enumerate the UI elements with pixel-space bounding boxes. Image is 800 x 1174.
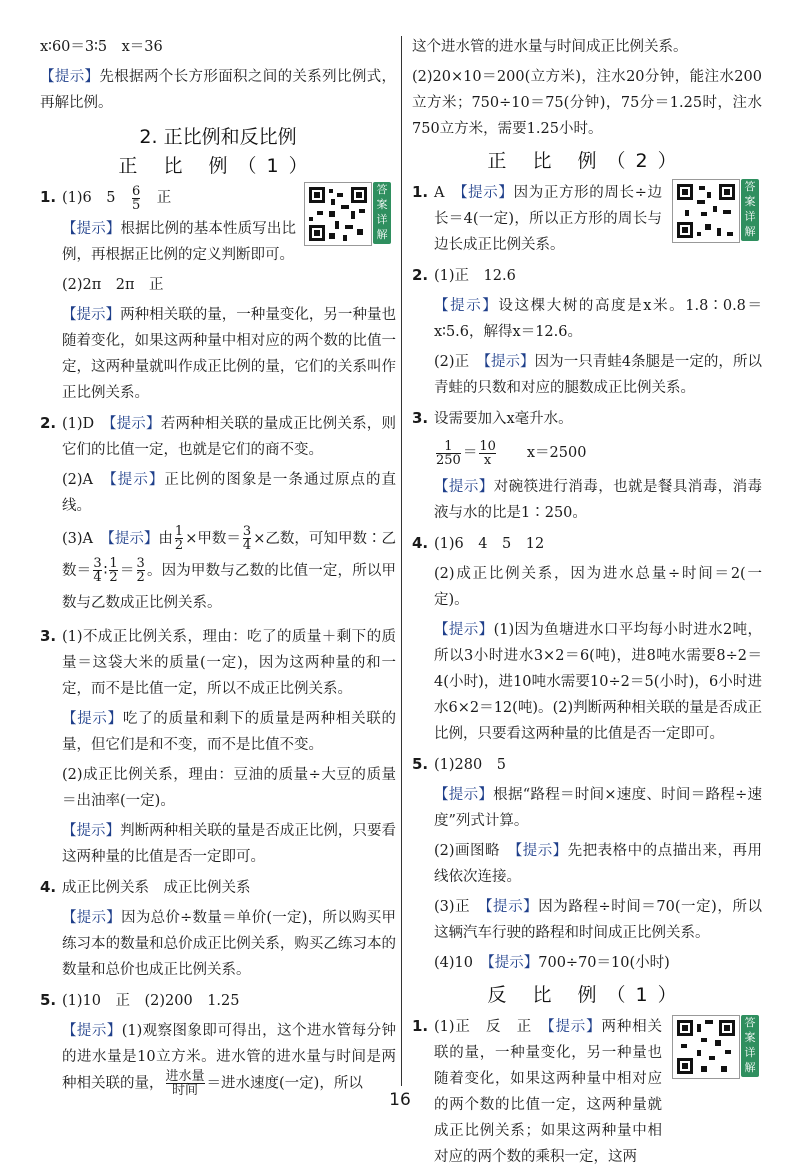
question-number: 1. bbox=[412, 1017, 429, 1035]
fraction bbox=[137, 557, 145, 584]
equation-line bbox=[412, 436, 762, 470]
answer-text: (2)正 bbox=[434, 354, 484, 370]
answer-text: x∶60＝3∶5 x＝36 bbox=[40, 39, 163, 55]
hint-label: 【提示】 bbox=[514, 843, 568, 859]
hint-text: 因为一只青蛙4条腿是一定的，所以青蛙的只数和对应的腿数成正比例关系。 bbox=[434, 354, 762, 396]
fraction-numerator: 3 bbox=[242, 524, 252, 539]
fraction bbox=[243, 525, 251, 552]
hint-line bbox=[40, 905, 396, 983]
answer-text: (1)10 正 (2)200 1.25 bbox=[62, 992, 240, 1009]
answer-line bbox=[40, 762, 396, 814]
hint-text: 根据比例的基本性质写出比例，再根据正比例的定义判断即可。 bbox=[62, 220, 297, 263]
fraction bbox=[436, 440, 461, 467]
answer-text: (1)正 反 正 bbox=[434, 1019, 548, 1035]
hint-text: ＝进水速度(一定)，所以 bbox=[206, 1075, 363, 1091]
hint-text: 700÷70＝10(小时) bbox=[538, 955, 670, 971]
hint-text: ∶ bbox=[103, 562, 108, 579]
hint-label: 【提示】 bbox=[40, 69, 100, 85]
hint-line bbox=[412, 782, 762, 834]
hint-label: 【提示】 bbox=[62, 822, 121, 839]
answer-text: (1)正 12.6 bbox=[434, 268, 516, 284]
hint-text: 对碗筷进行消毒，也就是餐具消毒，消毒液与水的比是1∶250。 bbox=[434, 479, 763, 521]
hint-label: 【提示】 bbox=[434, 622, 494, 638]
question-number: 3. bbox=[412, 409, 429, 427]
question-number: 4. bbox=[40, 877, 57, 896]
hint-line bbox=[412, 474, 762, 526]
hint-label: 【提示】 bbox=[62, 909, 122, 926]
hint-label: 【提示】 bbox=[62, 306, 121, 323]
qr-code[interactable] bbox=[304, 182, 388, 246]
answer-text: (3)A bbox=[62, 530, 108, 547]
section-title: 2. 正比例和反比例 bbox=[139, 126, 297, 148]
hint-line bbox=[412, 293, 762, 345]
hint-label: 【提示】 bbox=[62, 710, 123, 727]
fraction-denominator: 2 bbox=[174, 538, 184, 553]
fraction-numerator: 进水量 bbox=[165, 1068, 205, 1084]
fraction bbox=[109, 557, 117, 584]
hint-text: (1)因为鱼塘进水口平均每小时进水2吨，所以3小时进水3×2＝6(吨)，进8吨水需要8÷2＝4(小时)，进10吨水需要10÷2＝5(小时)，6小时进水6×2＝12(吨)。(2)判断两种相关联的量是否成正比例，只要看这两种量的比值是否一定即可。 bbox=[434, 622, 763, 742]
answer-line bbox=[40, 523, 396, 619]
question-number: 2. bbox=[412, 266, 429, 284]
answer-line bbox=[412, 838, 762, 890]
qr-code[interactable] bbox=[672, 179, 756, 243]
fraction bbox=[175, 525, 183, 552]
page-number: 16 bbox=[389, 1090, 411, 1110]
q5-answer bbox=[40, 987, 396, 1014]
question-number: 1. bbox=[412, 183, 429, 201]
hint-label: 【提示】 bbox=[434, 298, 499, 314]
hint-label: 【提示】 bbox=[62, 1022, 122, 1039]
qr-code-icon bbox=[673, 1016, 739, 1078]
hint-line bbox=[40, 706, 396, 758]
column-divider bbox=[401, 36, 402, 1086]
fraction-numerator: 6 bbox=[132, 183, 141, 199]
hint-text: 若两种相关联的量成正比例关系，则它们的比值一定，也就是它们的商不变。 bbox=[62, 415, 397, 458]
subsection-title: 反 比 例（1） bbox=[487, 984, 687, 1006]
fraction-numerator: 1 bbox=[436, 440, 461, 454]
fraction bbox=[132, 185, 140, 212]
question-number: 3. bbox=[40, 626, 57, 645]
answer-line bbox=[412, 64, 762, 142]
question-number: 5. bbox=[40, 990, 57, 1009]
fraction-numerator: 10 bbox=[479, 438, 496, 454]
hint-text: ×甲数＝ bbox=[185, 530, 241, 547]
hint-text: 根据“路程＝时间×速度、时间＝路程÷速度”列式计算。 bbox=[434, 787, 763, 829]
right-column bbox=[412, 34, 762, 1174]
fraction-denominator: x bbox=[483, 452, 492, 468]
hint-label: 【提示】 bbox=[487, 955, 539, 971]
answer-text: (1)280 5 bbox=[434, 757, 506, 773]
answer-text: A bbox=[434, 185, 461, 201]
answer-text: (3)正 bbox=[434, 899, 486, 915]
fraction-numerator: 1 bbox=[174, 524, 184, 539]
answer-line bbox=[412, 950, 762, 976]
fraction-denominator: 时间 bbox=[172, 1082, 199, 1098]
hint-text: 正比例的图象是一条通过原点的直线。 bbox=[62, 471, 397, 514]
fraction bbox=[93, 557, 101, 584]
answer-text: 成正比例关系 成正比例关系 bbox=[62, 879, 251, 896]
fraction-denominator: 2 bbox=[136, 570, 145, 585]
hint-label: 【提示】 bbox=[483, 354, 535, 370]
qr-code-icon bbox=[673, 180, 739, 242]
qr-code[interactable] bbox=[672, 1015, 756, 1079]
q5-answer bbox=[412, 751, 762, 778]
answer-line bbox=[40, 34, 396, 60]
fraction-numerator: 3 bbox=[136, 556, 145, 571]
answer-text: (1)不成正比例关系，理由：吃了的质量＋剩下的质量＝这袋大米的质量(一定)，因为这两种量的和一定，而不是比值一定，所以不成正比例关系。 bbox=[62, 628, 396, 697]
hint-text: 因为路程÷时间＝70(一定)，所以这辆汽车行驶的路程和时间成正比例关系。 bbox=[434, 899, 763, 941]
qr-code-icon bbox=[305, 183, 371, 245]
answer-text: (2)A bbox=[62, 471, 110, 488]
q2-answer bbox=[412, 262, 762, 289]
hint-text: 两种相关联的量，一种量变化，另一种量也随着变化，如果这两种量中相对应的两个数的比值一定，这两种量就叫作成正比例的量，它们的关系叫作正比例关系。 bbox=[62, 306, 397, 401]
answer-text: (2)画图略 bbox=[434, 843, 515, 859]
hint-line bbox=[412, 617, 762, 747]
q3-answer bbox=[412, 405, 762, 432]
hint-text: ＝ bbox=[119, 562, 135, 579]
hint-label: 【提示】 bbox=[109, 471, 165, 488]
hint-label: 【提示】 bbox=[485, 899, 539, 915]
answer-text: (2)成正比例关系，因为进水总量÷时间＝2(一定)。 bbox=[434, 566, 762, 608]
fraction-denominator: 2 bbox=[109, 570, 118, 585]
hint-label: 【提示】 bbox=[460, 185, 514, 201]
qr-tag: 答案详解 bbox=[373, 182, 391, 244]
left-column bbox=[40, 34, 396, 1101]
fraction bbox=[479, 440, 496, 467]
subsection-title: 正 比 例（1） bbox=[118, 155, 318, 177]
hint-text: 。因为甲数与乙数的比值一定，所以甲数与乙数成正比例关系。 bbox=[62, 562, 397, 611]
answer-line bbox=[40, 272, 396, 298]
hint-label: 【提示】 bbox=[107, 530, 159, 547]
question-1 bbox=[412, 179, 762, 258]
hint-text: 设这棵大树的高度是x米。1.8∶0.8＝x∶5.6，解得x＝12.6。 bbox=[434, 298, 763, 340]
answer-text: (2)2π 2π 正 bbox=[62, 276, 164, 293]
answer-text: (4)10 bbox=[434, 955, 488, 971]
hint-label: 【提示】 bbox=[434, 787, 494, 803]
question-number: 5. bbox=[412, 755, 429, 773]
fraction-denominator: 4 bbox=[93, 570, 102, 585]
answer-text: (1)6 5 bbox=[62, 190, 116, 206]
hint-text: 先把表格中的点描出来，再用线依次连接。 bbox=[434, 843, 763, 885]
equation-text: ＝ bbox=[462, 445, 478, 461]
answer-text: 这个进水管的进水量与时间成正比例关系。 bbox=[412, 39, 688, 55]
answer-text: (2)20×10＝200(立方米)，注水20分钟，能注水200立方米；750÷10＝75(分钟)，75分＝1.25时，注水750立方米，需要1.25小时。 bbox=[412, 69, 762, 137]
hint-line bbox=[40, 64, 396, 116]
q4-answer bbox=[40, 874, 396, 901]
hint-text: 吃了的质量和剩下的质量是两种相关联的量，但它们是和不变，而不是比值不变。 bbox=[62, 710, 397, 753]
question-number: 1. bbox=[40, 188, 57, 206]
answer-line bbox=[412, 561, 762, 613]
hint-label: 【提示】 bbox=[109, 415, 161, 432]
hint-text: 因为正方形的周长÷边长＝4(一定)，所以正方形的周长与边长成正比例关系。 bbox=[434, 185, 662, 253]
hint-text: 由 bbox=[158, 530, 173, 547]
subsection-title: 正 比 例（2） bbox=[487, 150, 687, 172]
answer-line bbox=[412, 349, 762, 401]
hint-text: ×乙数，可知甲数∶乙数＝ bbox=[62, 530, 397, 579]
answer-text: (1)6 4 5 12 bbox=[434, 536, 545, 552]
hint-line bbox=[40, 818, 396, 870]
answer-text: 设需要加入x毫升水。 bbox=[434, 411, 573, 427]
hint-text: 两种相关联的量，一种量变化，另一种量也随着变化，如果这两种量中相对应的两个数的比值一定，这两种量就成正比例关系；如果这两种量中相对应的两个数的乘积一定，这两 bbox=[434, 1019, 662, 1165]
qr-tag: 答案详解 bbox=[741, 1015, 759, 1077]
hint-label: 【提示】 bbox=[547, 1019, 602, 1035]
hint-label: 【提示】 bbox=[434, 479, 494, 495]
hint-line bbox=[40, 302, 396, 406]
answer-line bbox=[40, 467, 396, 519]
question-number: 4. bbox=[412, 534, 429, 552]
fraction-denominator: 4 bbox=[242, 538, 252, 553]
fraction-numerator: 1 bbox=[109, 556, 118, 571]
answer-text: (1)D bbox=[62, 415, 110, 432]
hint-text: 因为总价÷数量＝单价(一定)，所以购买甲练习本的数量和总价成正比例关系，购买乙练习本的数量和总价也成正比例关系。 bbox=[62, 909, 397, 978]
answer-text: (2)成正比例关系，理由：豆油的质量÷大豆的质量＝出油率(一定)。 bbox=[62, 766, 396, 809]
answer-line bbox=[412, 894, 762, 946]
equation-text: x＝2500 bbox=[526, 445, 587, 461]
hint-text: (1)观察图象即可得出，这个进水管每分钟的进水量是10立方米。进水管的进水量与时间是两种相关联的量， bbox=[62, 1022, 397, 1091]
q2-answer bbox=[40, 410, 396, 463]
fraction-denominator: 250 bbox=[436, 452, 461, 468]
q4-answer bbox=[412, 530, 762, 557]
question-number: 2. bbox=[40, 413, 57, 432]
answer-text: 正 bbox=[156, 190, 172, 206]
q3-answer bbox=[40, 623, 396, 702]
hint-text: 判断两种相关联的量是否成正比例，只要看这两种量的比值是否一定即可。 bbox=[62, 822, 397, 865]
fraction-denominator: 5 bbox=[132, 197, 141, 213]
hint-label: 【提示】 bbox=[62, 220, 121, 237]
answer-line bbox=[412, 34, 762, 60]
question-1 bbox=[40, 184, 396, 268]
fraction-numerator: 3 bbox=[93, 556, 102, 571]
hint-line bbox=[40, 1018, 396, 1097]
qr-tag: 答案详解 bbox=[741, 179, 759, 241]
hint-text: 先根据两个长方形面积之间的关系列比例式，再解比例。 bbox=[40, 69, 397, 111]
